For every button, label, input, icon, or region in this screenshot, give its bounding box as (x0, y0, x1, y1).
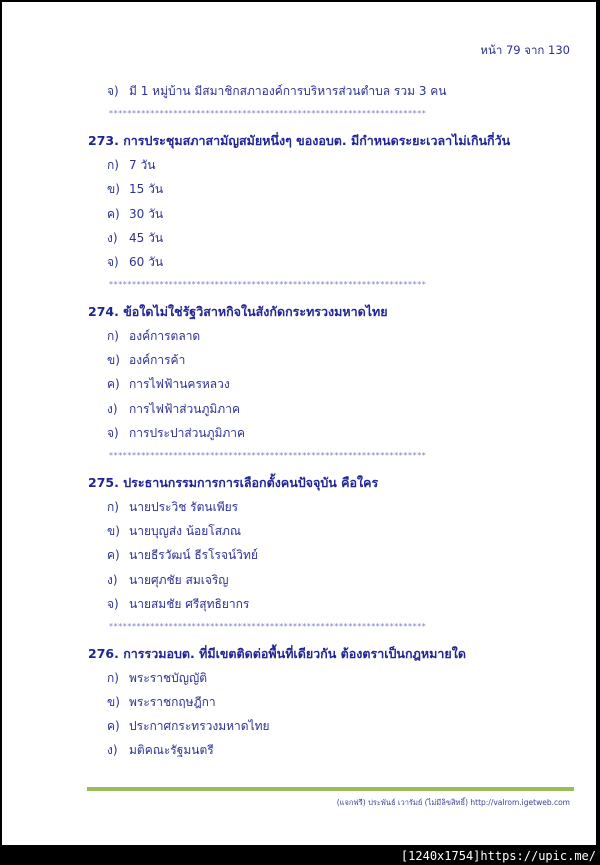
choice-text: 45 วัน (129, 231, 164, 245)
document-page (2, 2, 596, 845)
choice-letter: ก) (107, 500, 119, 514)
choice-item (107, 522, 241, 541)
question-number: 275. (88, 475, 119, 490)
choice-letter: ข) (107, 695, 120, 709)
choice-text: นายประวิช รัตนเพียร (129, 500, 239, 514)
choice-text: การไฟฟ้าส่วนภูมิภาค (129, 402, 240, 416)
choice-text: องค์การค้า (129, 353, 186, 367)
separator-stars: ********************************************************************* (109, 281, 427, 289)
choice-letter: ง) (107, 402, 118, 416)
choice-text: นายธีรวัฒน์ ธีรโรจน์วิทย์ (129, 548, 258, 562)
choice-letter: ค) (107, 548, 120, 562)
choice-letter: ค) (107, 719, 120, 733)
choice-text: นายศุภชัย สมเจริญ (129, 573, 229, 587)
question-number: 274. (88, 304, 119, 319)
choice-item (107, 498, 238, 517)
question-275 (88, 473, 378, 493)
question-273 (88, 131, 510, 151)
choice-text: มี 1 หมู่บ้าน มีสมาชิกสภาองค์การบริหารส่วนตำบล รวม 3 คน (129, 84, 447, 98)
choice-letter: ง) (107, 743, 118, 757)
choice-item (107, 180, 163, 199)
separator-stars: ********************************************************************* (109, 623, 427, 631)
choice-text: นายบุญส่ง น้อยโสภณ (129, 524, 242, 538)
choice-item (107, 229, 163, 248)
choice-letter: ง) (107, 231, 118, 245)
choice-item (107, 327, 200, 346)
choice-letter: จ) (107, 426, 119, 440)
choice-item (107, 595, 249, 614)
choice-letter: ก) (107, 158, 119, 172)
choice-text: การไฟฟ้านครหลวง (129, 377, 230, 391)
choice-letter: จ) (107, 597, 119, 611)
footer-rule (87, 787, 574, 791)
choice-letter: ค) (107, 207, 120, 221)
choice-text: นายสมชัย ศรีสุทธิยากร (129, 597, 250, 611)
question-274 (88, 302, 388, 322)
choice-letter: จ) (107, 84, 119, 98)
choice-text: ประกาศกระทรวงมหาดไทย (129, 719, 270, 733)
question-number: 276. (88, 646, 119, 661)
choice-item (107, 717, 270, 736)
choice-item (107, 400, 240, 419)
choice-item (107, 82, 447, 101)
choice-text: 60 วัน (129, 255, 164, 269)
choice-letter: จ) (107, 255, 119, 269)
choice-item (107, 253, 163, 272)
choice-letter: ค) (107, 377, 120, 391)
choice-item (107, 741, 214, 760)
footer-credit: (แจกฟรี) ประพันธ์ เวารัมย์ (ไม่มีลิขสิทธิ์) http://valrom.igetweb.com (336, 798, 570, 807)
choice-letter: ข) (107, 524, 120, 538)
choice-text: การประปาส่วนภูมิภาค (129, 426, 246, 440)
choice-item (107, 693, 216, 712)
choice-text: 7 วัน (129, 158, 156, 172)
choice-item (107, 546, 258, 565)
choice-text: พระราชกฤษฎีกา (129, 695, 216, 709)
choice-text: 15 วัน (129, 182, 164, 196)
page-number: หน้า 79 จาก 130 (480, 43, 570, 57)
question-276 (88, 644, 466, 664)
separator-stars: ********************************************************************* (109, 452, 427, 460)
choice-letter: ข) (107, 182, 120, 196)
choice-item (107, 205, 163, 224)
choice-text: 30 วัน (129, 207, 164, 221)
choice-letter: ข) (107, 353, 120, 367)
choice-item (107, 571, 229, 590)
choice-item (107, 424, 245, 443)
choice-text: องค์การตลาด (129, 329, 201, 343)
choice-letter: ก) (107, 671, 119, 685)
question-text: ประธานกรรมการการเลือกตั้งคนปัจจุบัน คือใคร (123, 475, 379, 490)
choice-letter: ง) (107, 573, 118, 587)
choice-item (107, 351, 185, 370)
question-text: ข้อใดไม่ใช่รัฐวิสาหกิจในสังกัดกระทรวงมหาดไทย (123, 304, 388, 319)
separator-stars: ********************************************************************* (109, 110, 427, 118)
choice-text: มติคณะรัฐมนตรี (129, 743, 214, 757)
choice-text: พระราชบัญญัติ (129, 671, 207, 685)
question-text: การรวมอบต. ที่มีเขตติดต่อพื้นที่เดียวกัน ต้องตราเป็นกฎหมายใด (123, 646, 466, 661)
choice-item (107, 375, 230, 394)
question-text: การประชุมสภาสามัญสมัยหนึ่งๆ ของอบต. มีกำหนดระยะเวลาไม่เกินกี่วัน (123, 133, 511, 148)
choice-letter: ก) (107, 329, 119, 343)
choice-item (107, 156, 155, 175)
question-number: 273. (88, 133, 119, 148)
choice-item (107, 669, 207, 688)
image-host-watermark: [1240x1754]https://upic.me/ (400, 849, 596, 863)
